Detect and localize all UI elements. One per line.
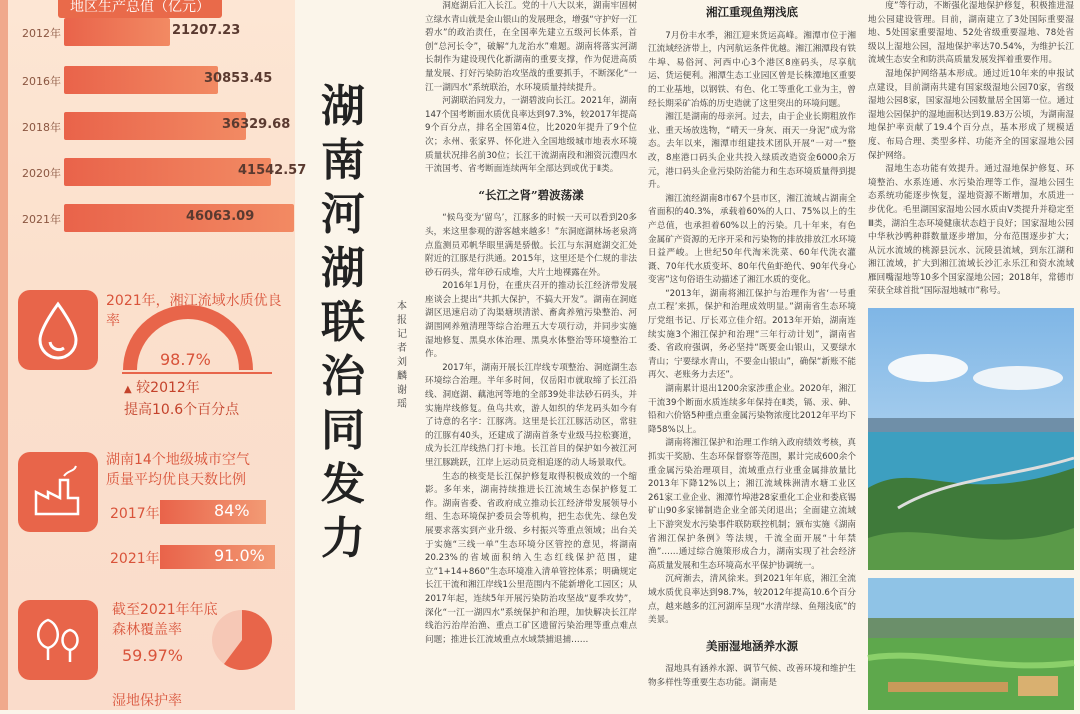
gdp-value: 21207.23 [172,23,241,38]
gdp-bar [64,66,218,94]
article-column-1 [425,0,637,710]
gdp-bar [64,112,246,140]
section-heading: 美丽湿地涵养水源 [706,638,798,653]
paragraph: 湘江是湖南的母亲河。过去，由于企业长期粗放作业、重天场放选物，“晴天一身灰、雨天一身泥”成为常态。去年以来，湘潭市组建技术团队开展“一对一”整改，8座港口码头企业共投入绿质改造资金6000余万元，港口码头企业污染防治能力和生态环境质量得到提升。 [648,112,856,191]
paragraph: 湿地保护网络基本形成。通过近10年来的申报试点建设，目前湖南共建有国家级湿地公园70家，省级湿地公园8家，国家湿地公园数量居全国第一位。通过湿地公园保护的湿地面积达到19.83万公顷，为湖南湿地保护率贡献了19.4个百分点，基本形成了规模适度、布局合理、类型多样、功能齐全的国家湿地公园保护网络。 [868,68,1074,161]
forest-label-line-1: 截至2021年年底 [112,602,218,618]
gdp-value: 41542.57 [238,163,307,178]
title-char: 发 [321,459,365,510]
air-label-line-2: 质量平均优良天数比例 [106,472,246,488]
air-year: 2017年 [110,506,160,522]
wetland-illustration [868,578,1074,710]
gdp-row [22,112,292,140]
wetland-photo [868,578,1074,710]
title-char: 力 [321,513,365,564]
gdp-value: 36329.68 [222,117,291,132]
section-heading: “长江之肾”碧波荡漾 [478,187,584,202]
paragraph: 湖南累计退出1200余家涉重企业。2020年，湘江干流39个断面水质连续多年保持在Ⅱ类，镉、汞、砷、铅和六价铬5种重点重金属污染物浓度比2012年平均下降58%以上。 [648,384,856,435]
air-bar [160,500,266,524]
gdp-value: 46063.09 [186,209,255,224]
paragraph: 度”等行动，不断强化湿地保护修复，积极推进湿地公园建设管理。目前，湖南建立了3处国际重要湿地、5处国家重要湿地、52处省级重要湿地、78处省级以上湿地公园，湿地保护率达70.54%，为维护长江流域生态安全和防洪高质量发展发挥着重要作用。 [868,1,1074,66]
forest-percent: 59.97% [122,646,184,665]
triangle-up-icon: ▲ [124,384,132,395]
paragraph: 河湖联治同发力，一湖碧波向长江。2021年，湖南147个国考断面水质优良率达到97.3%，较2017年提高9个百分点，排名全国第4位，比2020年提升了9个位次；永州、张家界、怀化进入全国地级城市地表水环境质量状况排名前30位；长江干流湖南段和湘资沅澧四水干流国考、省考断面连续两年全部达到或优于Ⅱ类。 [425,96,637,175]
byline: 本报记者 刘麟 谢瑶 [397,301,407,410]
gdp-value: 30853.45 [204,71,273,86]
air-value: 91.0% [214,546,265,565]
wetland-label: 湿地保护率 [112,693,182,709]
title-char: 治 [321,351,365,402]
water-drop-icon-box [18,290,98,370]
water-quality-note [124,378,239,420]
title-char: 河 [321,189,365,240]
note-line-1: 较2012年 [136,380,200,396]
air-year: 2021年 [110,551,160,567]
title-char: 联 [321,297,365,348]
title-char: 南 [321,135,365,186]
gdp-year: 2020年 [22,167,61,180]
forest-pie [210,608,274,672]
gdp-row [22,66,292,94]
gdp-bar [64,204,294,232]
tree-icon-box [18,600,98,680]
title-char: 湖 [321,243,365,294]
river-aerial-illustration [868,308,1074,570]
air-label-line-1: 湖南14个地级城市空气 [106,452,250,468]
paragraph: 湖南将湘江保护和治理工作纳入政府绩效考核，真抓实干奖励、生态环保督察等范围，累计完成600余个重金属污染治理项目，流域重点行业重金属排放量比2013年下降12%以上；湘江流域株洲清水塘工业区261家工业企业、湘潭竹埠港28家重化工企业和娄底锡矿山90多家锑制造企业全部关闭退出；全面建立流域上下游突发水污染事件联防联控机制；颁布实施《湖南省湘江保护条例》等法规，千流全面开展“十年禁渔”……通过综合施策形成合力，湖南实现了社会经济高质量发展和生态环境高水平保护协调统一。 [648,438,856,571]
paragraph: 2017年，湖南开展长江岸线专项整治、洞庭湖生态环境综合治理。半年多时间，仅岳阳市就取缔了长江沿线、洞庭湖、藕池河等地的全部39处非法砂石码头，并实施岸线修复。鱼鸟共欢，游人如织的华龙码头如今有了诗意的名字：江豚湾。这里是长江江豚活动区，常驻的江豚有40头，还建成了湖南首条专业级马拉松赛道，成为长江岸线热门打卡地。长江首目的保护如今被江河里江豚跳跃，江岸上运动员竞相追逐的动人场景取代。 [425,362,637,468]
water-drop-icon [18,290,98,370]
title-char: 湖 [321,81,365,132]
gdp-year: 2012年 [22,27,61,40]
title-char: 同 [321,405,365,456]
paragraph: “候鸟变为‘留鸟’，江豚多的时候一天可以看到20多头，来这里参观的游客越来越多！”东洞庭湖林场老泉湾点监测员邓帆华眼里满是骄傲。长江与东洞庭湖交汇处附近的江豚是行洪通。2015年，这里还是个仁规的非法砂石码头，常年砂石成堆，大片土地裸露在外。 [425,213,637,278]
gdp-row [22,204,292,232]
paragraph: 洞庭湖后汇入长江。党的十八大以来，湖南牢固树立绿水青山就是金山银山的发展理念，增强“守护好一江碧水”的政治责任，在全国率先建立五级河长体系，首创“总河长令”，破解“九龙治水”难题。湖南将落实河湖长制作为建设现代化新湖南的重要支撑，作为促进高质量发展、打好污染防治攻坚战的重要抓手，不断深化“一江一湖四水”系统联治，水环境质量持续提升。 [425,1,637,93]
note-line-2: 提高10.6个百分点 [124,402,240,418]
gdp-chart-title: 地区生产总值（亿元） [58,0,222,18]
gdp-year: 2021年 [22,213,61,226]
paragraph: 湿地具有涵养水源、调节气候、改善环境和维护生物多样性等重要生态功能。湖南是 [648,664,856,688]
factory-icon-box [18,452,98,532]
article-title [318,80,368,566]
forest-label [112,600,218,640]
paragraph: 沉疴渐去，清风徐来。到2021年年底，湘江全流域水质优良率达到98.7%，较2012年提高10.6个百分点，越来越多的江河湖库呈现“水清岸绿、鱼翔浅底”的美景。 [648,574,856,626]
decorative-edge [0,0,8,710]
gdp-year: 2016年 [22,75,61,88]
paragraph: 7月份丰水季，湘江迎来货运高峰。湘潭市位于湘江流域经济带上，内河航运条件优越。湘江湘潭段有铁牛埠、易俗河、河西中心3个港区8座码头，尽享航运、货运便利。湘潭生态工业园区曾是长株潭地区重要的工业基地，以钢铁、有色、化工等重化工业为主，曾经长期采矿冶炼的历史造就了这里突出的环境问题。 [648,30,856,109]
tree-icon [18,600,98,680]
water-quality-label: 2021年，湘江流域水质优良率 [106,293,282,329]
divider [122,372,272,374]
paragraph: “2013年，湖南将湘江保护与治理作为省‘一号重点工程’来抓，保护和治理成效明显。”湖南省生态环境厅党组书记、厅长邓立佳介绍。2013年开始，湖南连续实施3个湘江保护和治理“三年行动计划”，湖南省委、省政府强调，务必坚持“既要金山银山，又要绿水青山；宁要绿水青山，不要金山银山”，确保“新账不能再欠、老账务力去还”。 [648,288,856,381]
factory-icon [18,452,98,532]
river-aerial-photo [868,308,1074,570]
water-quality-percent: 98.7% [160,350,211,369]
gdp-row [22,18,292,46]
article-column-3 [868,0,1074,305]
air-quality-label [106,450,250,490]
paragraph: 湿地生态功能有效提升。通过湿地保护修复、环境整治、水系连通、水污染治理等工作，湿地公园生态系统功能逐步恢复，湿地资源不断增加，水质进一步优化。毛里湖国家湿地公园水质由Ⅴ类提升并稳定至Ⅲ类，湖泊生态环境健康状态趋于良好；国家湿地公园中华秋沙鸭种群数量逐步增加，分布范围逐步扩大；从沅水流域的桃源县沅水、沅陵县流域，到东江湖和湘江流域，扩大到湘江流域长沙汇永乐江和资水流域雁回嘴湿地等10多个国家湿地公园；2018年，常德市荣获全球首批“国际湿地城市”称号。 [868,164,1074,297]
paragraph: 生态的核变是长江保护修复取得积极成效的一个缩影。多年来，湖南持续推进长江流域生态保护修复工作。湖南省委、省政府成立推动长江经济带发展领导小组、生态环境保护委员会等机构，把生态优先、绿色发展要求落实到产业升级、乡村振兴等重点领域；出台关于实施“三线一单”生态环境分区管控的意见，将湖南20.23%的省域面积纳入生态红线保护范围，建立“1+14+860”生态环境准入清单管控体系；明确规定长江干流和湘江岸线1公里范围内不能新增化工园区；从2017年起，连续5年开展污染防治攻坚战“夏季攻势”，深化“一江一湖四水”系统保护和治理，加快解决长江岸线治污治岸治渔、重点工矿区遗留污染治理等重点难点问题；推进长江流域重点水域禁捕退捕…… [425,471,637,645]
forest-label-line-2: 森林覆盖率 [112,622,182,638]
article-column-2 [648,0,856,710]
section-heading: 湘江重现鱼翔浅底 [706,5,798,19]
paragraph: 湘江流经湖南8市67个县市区，湘江流域占湖南全省面积的40.3%，承载着60%的人口、75%以上的生产总值，也承担着60%以上的污染。几十年来，有色金属矿产资源的无序开采和污染物的排放排放江水环境日益严峻。上世纪50年代淘米洗菜、60年代洗衣灌溉、70年代水质变坏、80年代鱼虾绝代、90年代身心变害”这句俗语生动描述了湘江水质的变化。 [648,193,856,286]
paragraph: 2016年1月份，在重庆召开的推动长江经济带发展座谈会上提出“共抓大保护，不搞大开发”。湖南在洞庭湖区迅速启动了沟渠塘坝清淤、畜禽养殖污染整治、河湖围网养殖清理等综合治理五大专项行动，并同步实施湿地修复、黑臭水体治理、黑臭水体整治等环境整治工作。 [425,281,637,360]
air-value: 84% [214,501,250,520]
gdp-row [22,158,307,186]
gdp-year: 2018年 [22,121,61,134]
gdp-bar [64,18,170,46]
infographic-panel [0,0,307,710]
